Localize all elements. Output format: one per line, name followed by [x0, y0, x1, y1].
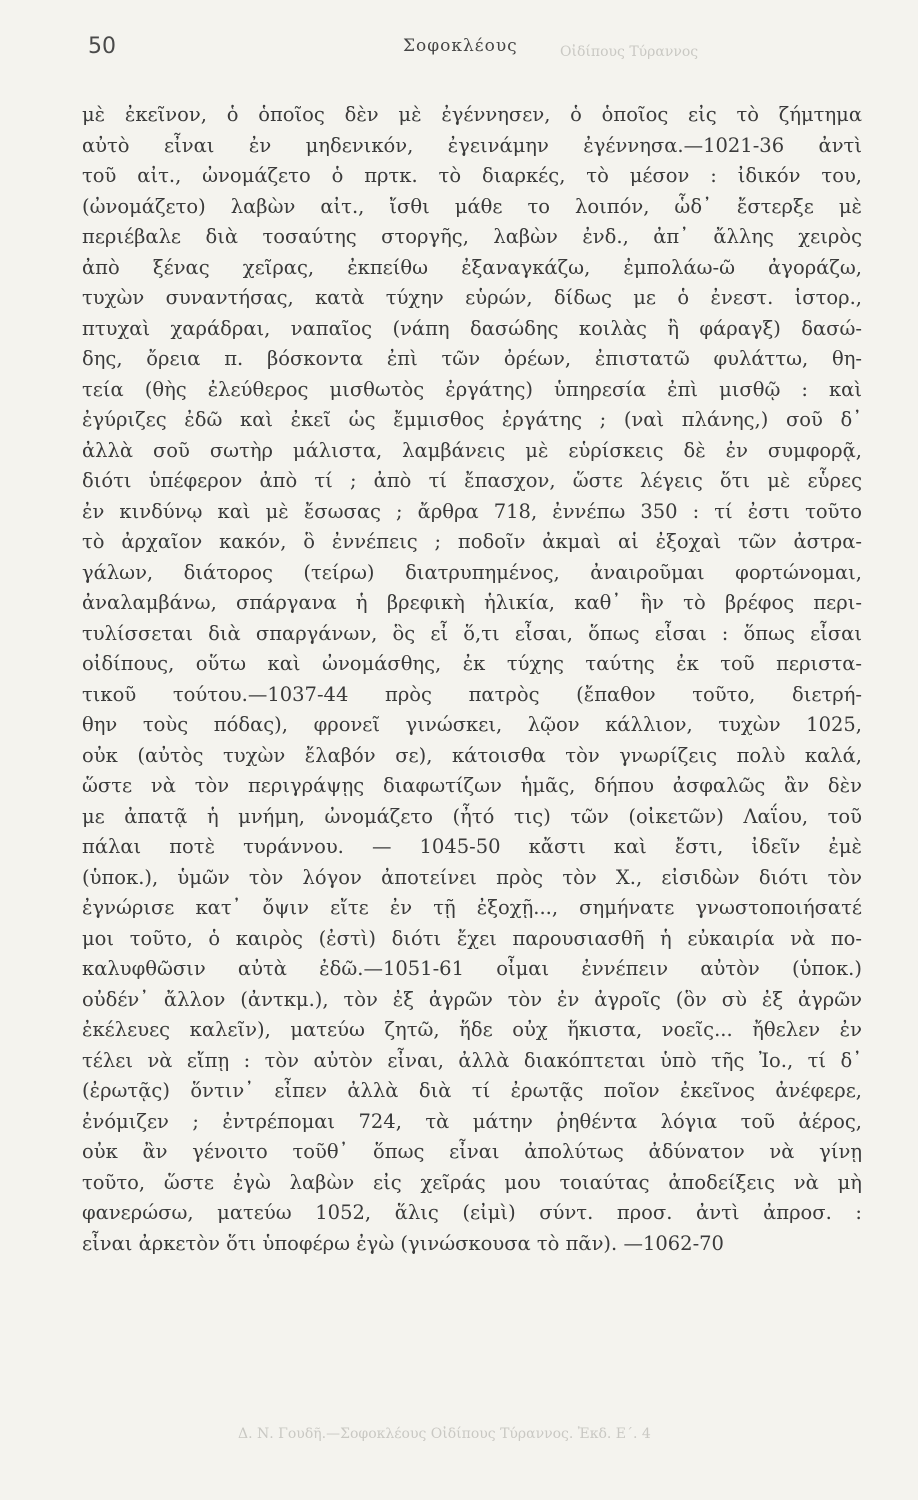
text-line: ἀλλὰ σοῦ σωτὴρ μάλιστα, λαμβάνεις μὲ εὑρίσκεις δὲ ἐν συμφορᾷ,	[82, 438, 862, 462]
text-line: μοι τοῦτο, ὁ καιρὸς (ἐστὶ) διότι ἔχει παρουσιασθῆ ἡ εὐκαιρία νὰ πο-	[82, 926, 862, 950]
text-line: οὐκ ἂν γένοιτο τοῦθ᾽ ὅπως εἶναι ἀπολύτως ἀδύνατον νὰ γίνῃ	[82, 1140, 862, 1163]
commentary-body	[82, 100, 862, 1259]
text-line: διότι ὑπέφερον ἀπὸ τί ; ἀπὸ τί ἔπασχον, ὥστε λέγεις ὅτι μὲ εὗρες	[82, 469, 862, 492]
text-line: τυλίσσεται διὰ σπαργάνων, ὃς εἶ ὅ,τι εἶσαι, ὅπως εἶσαι : ὅπως εἶσαι	[82, 621, 862, 645]
text-line: οὐδέν᾽ ἄλλον (ἀντκμ.), τὸν ἐξ ἀγρῶν τὸν ἐν ἀγροῖς (ὃν σὺ ἐξ ἀγρῶν	[82, 987, 862, 1011]
text-line: θην τοὺς πόδας), φρονεῖ γινώσκει, λῷον κάλλιον, τυχὼν 1025,	[82, 713, 862, 736]
text-line: ἐγνώρισε κατ᾽ ὄψιν εἴτε ἐν τῇ ἐξοχῇ..., σημήνατε γνωστοποιήσατέ	[82, 896, 862, 919]
running-head: Σοφοκλέους	[403, 36, 518, 56]
page-header	[88, 34, 858, 64]
text-line: τοῦ αἰτ., ὠνομάζετο ὁ πρτκ. τὸ διαρκές, τὸ μέσον : ἰδικόν του,	[82, 164, 862, 187]
text-line: οὐκ (αὐτὸς τυχὼν ἔλαβόν σε), κάτοισθα τὸν γνωρίζεις πολὺ καλά,	[82, 743, 862, 767]
text-line: ἐν κινδύνῳ καὶ μὲ ἔσωσας ; ἄρθρα 718, ἐννέπω 350 : τί ἐστι τοῦτο	[82, 499, 862, 523]
text-line: τέλει νὰ εἴπῃ : τὸν αὐτὸν εἶναι, ἀλλὰ διακόπτεται ὑπὸ τῆς Ἰο., τί δ᾽	[82, 1048, 862, 1072]
text-line: αὐτὸ εἶναι ἐν μηδενικόν, ἐγεινάμην ἐγέννησα.—1021-36 ἀντὶ	[82, 133, 862, 157]
page-number: 50	[88, 34, 116, 59]
text-line: ἐγύριζες ἐδῶ καὶ ἐκεῖ ὡς ἔμμισθος ἐργάτης ; (ναὶ πλάνης,) σοῦ δ᾽	[82, 408, 862, 431]
text-line: τοῦτο, ὥστε ἐγὼ λαβὼν εἰς χεῖράς μου τοιαύτας ἀποδείξεις νὰ μὴ	[82, 1170, 862, 1194]
text-line: με ἀπατᾷ ἡ μνήμη, ὠνομάζετο (ἦτό τις) τῶν (οἰκετῶν) Λαΐου, τοῦ	[82, 804, 862, 828]
text-line: πάλαι ποτὲ τυράννου. — 1045-50 κἄστι καὶ ἔστι, ἰδεῖν ἐμὲ	[82, 835, 862, 858]
text-line: τικοῦ τούτου.—1037-44 πρὸς πατρὸς (ἔπαθον τοῦτο, διετρή-	[82, 682, 862, 706]
text-line: μὲ ἐκεῖνον, ὁ ὁποῖος δὲν μὲ ἐγέννησεν, ὁ ὁποῖος εἰς τὸ ζήμτημα	[82, 103, 862, 126]
text-line: ἀναλαμβάνω, σπάργανα ἡ βρεφικὴ ἡλικία, καθ᾽ ἣν τὸ βρέφος περι-	[82, 591, 862, 614]
text-line: καλυφθῶσιν αὐτὰ ἐδῶ.—1051-61 οἶμαι ἐννέπειν αὐτὸν (ὑποκ.)	[82, 957, 862, 980]
bleed-through-text-bottom: Δ. Ν. Γουδῆ.—Σοφοκλέους Οἰδίπους Τύραννος. Ἐκδ. Ε΄. 4	[238, 1426, 651, 1442]
text-line: πτυχαὶ χαράδραι, ναπαῖος (νάπη δασώδης κοιλὰς ἢ φάραγξ) δασώ-	[82, 316, 862, 340]
text-line: δης, ὄρεια π. βόσκοντα ἐπὶ τῶν ὀρέων, ἐπιστατῶ φυλάττω, θη-	[82, 347, 862, 370]
bleed-through-text-top: Οἰδίπους Τύραννος	[560, 44, 699, 60]
text-line: (ὠνομάζετο) λαβὼν αἰτ., ἴσθι μάθε το λοιπόν, ὧδ᾽ ἔστερξε μὲ	[82, 194, 862, 218]
text-line: τὸ ἀρχαῖον κακόν, ὃ ἐννέπεις ; ποδοῖν ἀκμαὶ αἱ ἐξοχαὶ τῶν ἀστρα-	[82, 530, 862, 553]
text-line: οἰδίπους, οὕτω καὶ ὠνομάσθης, ἐκ τύχης ταύτης ἐκ τοῦ περιστα-	[82, 652, 862, 675]
text-line: (ὑποκ.), ὑμῶν τὸν λόγον ἀποτείνει πρὸς τὸν Χ., εἰσιδὼν διότι τὸν	[82, 865, 862, 889]
text-line: γάλων, διάτορος (τείρω) διατρυπημένος, ἀναιροῦμαι φορτώνομαι,	[82, 560, 862, 584]
text-line: τυχὼν συναντήσας, κατὰ τύχην εὑρών, δίδως με ὁ ἐνεστ. ἱστορ.,	[82, 286, 862, 309]
text-line: ἐνόμιζεν ; ἐντρέπομαι 724, τὰ μάτην ῥηθέντα λόγια τοῦ ἀέρος,	[82, 1109, 862, 1133]
text-line: τεία (θὴς ἐλεύθερος μισθωτὸς ἐργάτης) ὑπηρεσία ἐπὶ μισθῷ : καὶ	[82, 377, 862, 401]
text-line: εἶναι ἀρκετὸν ὅτι ὑποφέρω ἐγὼ (γινώσκουσα τὸ πᾶν). —1062-70	[82, 1231, 724, 1255]
text-line: περιέβαλε διὰ τοσαύτης στοργῆς, λαβὼν ἐνδ., ἀπ᾽ ἄλλης χειρὸς	[82, 225, 862, 248]
text-line: ὥστε νὰ τὸν περιγράψῃς διαφωτίζων ἡμᾶς, δήπου ἀσφαλῶς ἂν δὲν	[82, 774, 862, 797]
text-line: φανερώσω, ματεύω 1052, ἅλις (εἰμὶ) σύντ. προσ. ἀντὶ ἀπροσ. :	[82, 1201, 862, 1224]
text-line: ἐκέλευες καλεῖν), ματεύω ζητῶ, ἥδε οὐχ ἥκιστα, νοεῖς... ἤθελεν ἐν	[82, 1018, 862, 1041]
text-line: (ἐρωτᾷς) ὅντιν᾽ εἶπεν ἀλλὰ διὰ τί ἐρωτᾷς ποῖον ἐκεῖνος ἀνέφερε,	[82, 1079, 862, 1102]
text-line: ἀπὸ ξένας χεῖρας, ἐκπείθω ἐξαναγκάζω, ἐμπολάω-ῶ ἀγοράζω,	[82, 255, 862, 279]
